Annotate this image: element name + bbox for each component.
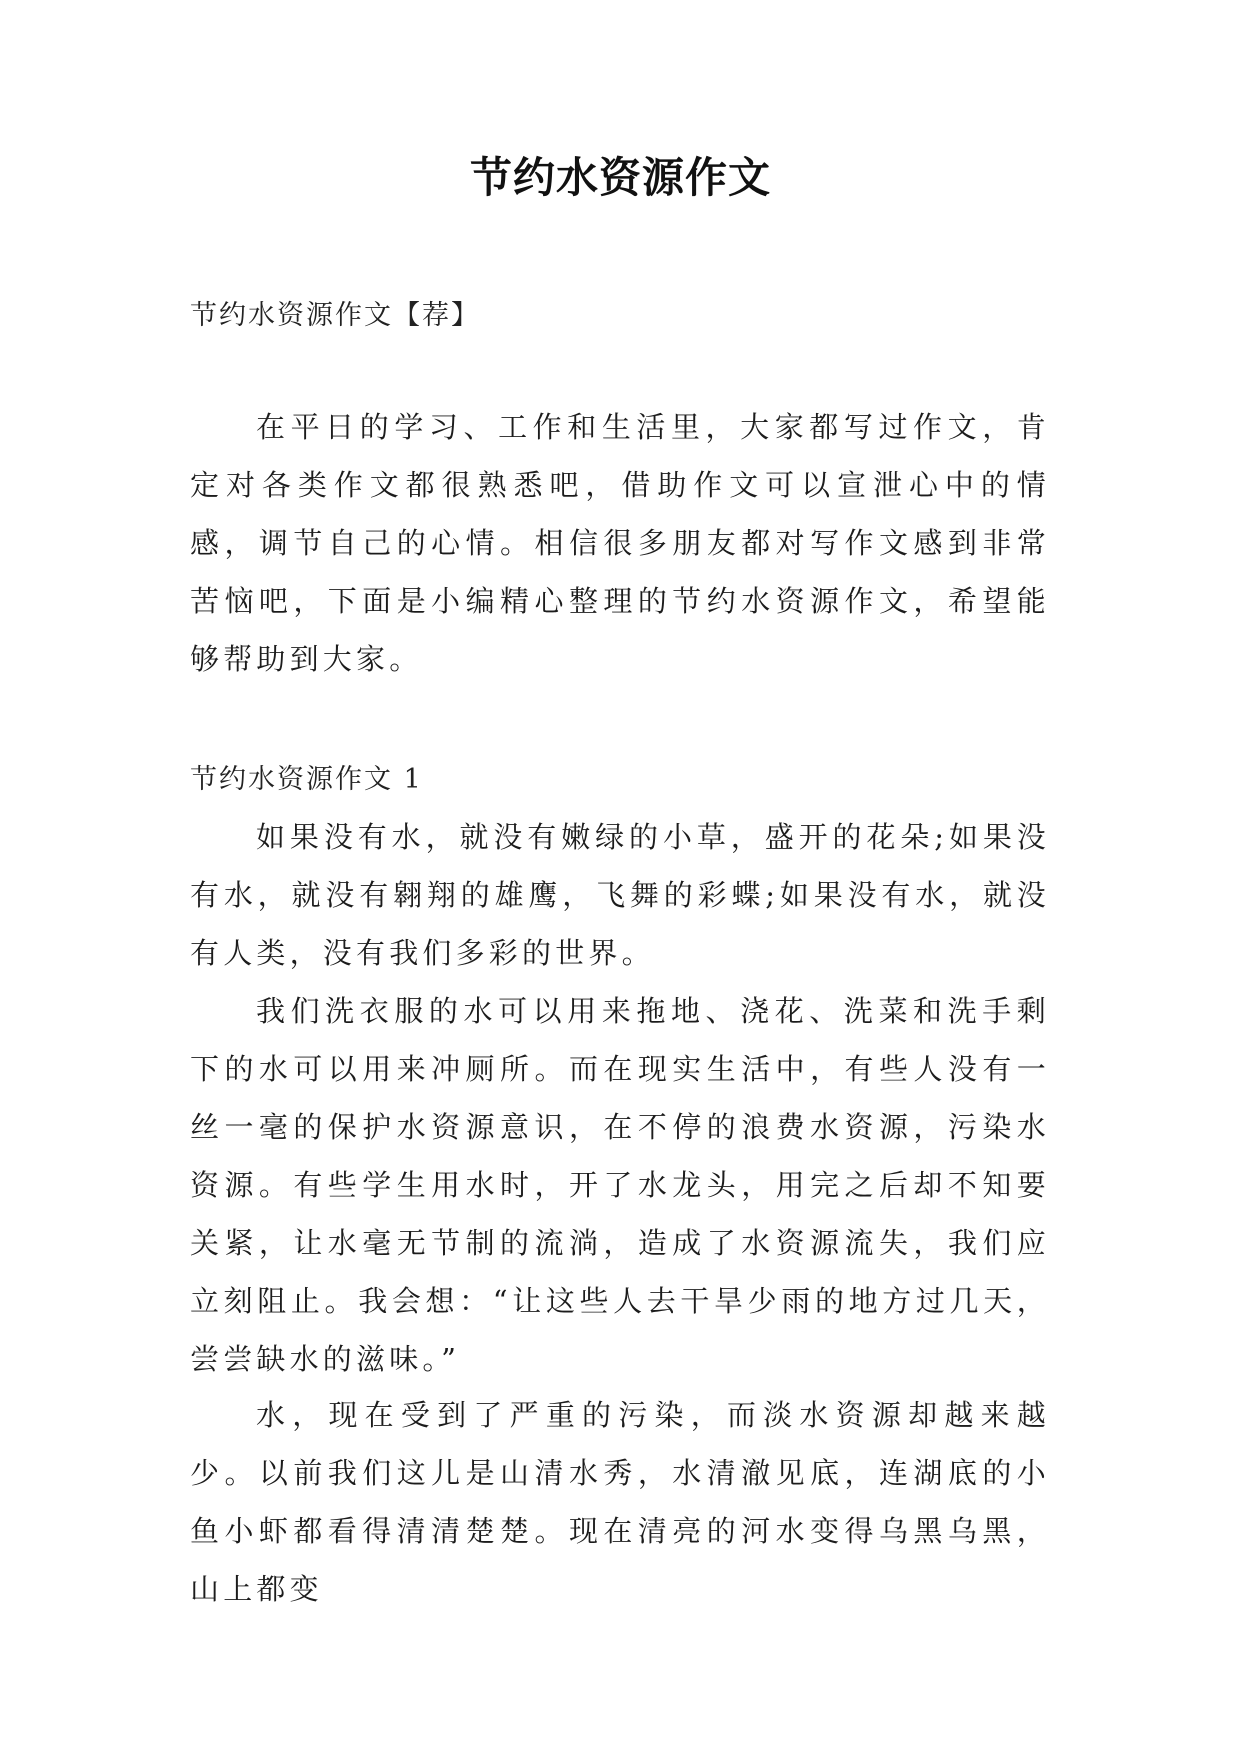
section-heading: 节约水资源作文 1 [190, 764, 423, 795]
body-paragraph-3: 水，现在受到了严重的污染，而淡水资源却越来越少。以前我们这儿是山清水秀，水清澈见底，连湖底的小鱼小虾都看得清清楚楚。现在清亮的河水变得乌黑乌黑，山上都变 [190, 1398, 1050, 1606]
intro-paragraph: 在平日的学习、工作和生活里，大家都写过作文，肯定对各类作文都很熟悉吧，借助作文可以宣泄心中的情感，调节自己的心情。相信很多朋友都对写作文感到非常苦恼吧，下面是小编精心整理的节约水资源作文，希望能够帮助到大家。 [190, 410, 1050, 676]
body-paragraph-2: 我们洗衣服的水可以用来拖地、浇花、洗菜和洗手剩下的水可以用来冲厕所。而在现实生活中，有些人没有一丝一毫的保护水资源意识，在不停的浪费水资源，污染水资源。有些学生用水时，开了水龙头，用完之后却不知要关紧，让水毫无节制的流淌，造成了水资源流失，我们应立刻阻止。我会想：“让这些人去干旱少雨的地方过几天，尝尝缺水的滋味。” [190, 994, 1050, 1376]
document-title: 节约水资源作文 [469, 153, 771, 202]
document-subtitle: 节约水资源作文【荐】 [190, 300, 480, 331]
body-paragraph-1: 如果没有水，就没有嫩绿的小草，盛开的花朵;如果没有水，就没有翱翔的雄鹰，飞舞的彩蝶;如果没有水，就没有人类，没有我们多彩的世界。 [190, 820, 1050, 970]
